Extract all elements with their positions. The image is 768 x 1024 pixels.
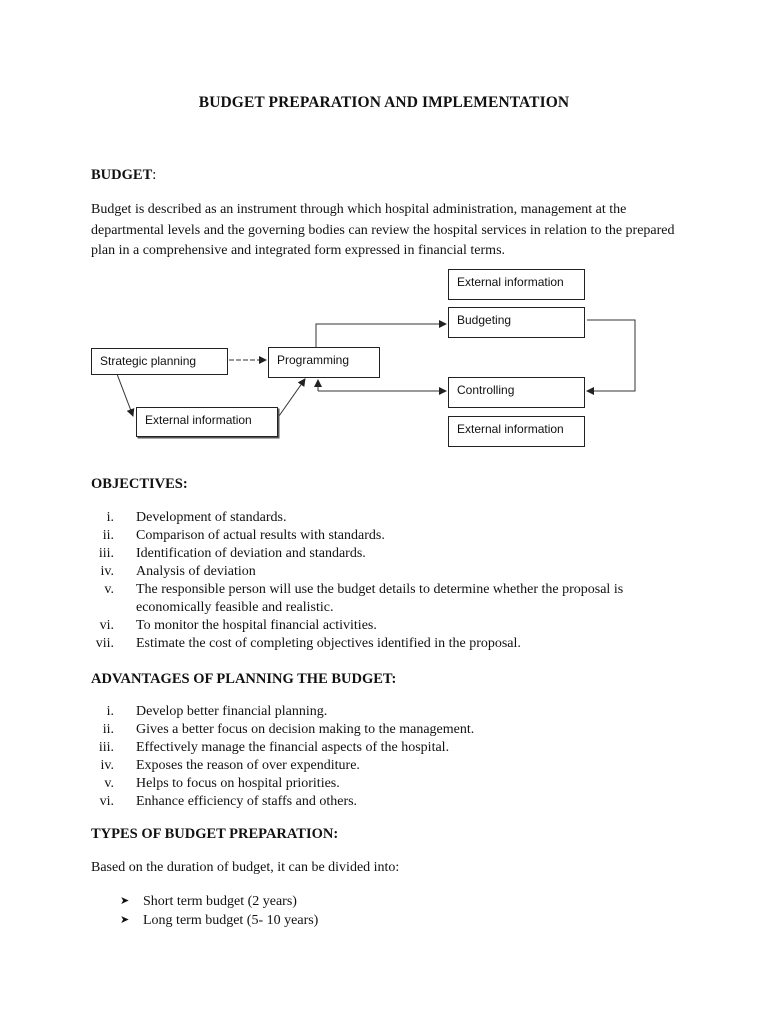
list-number: ii. xyxy=(102,528,114,543)
list-item xyxy=(0,793,768,811)
budget-flow-diagram xyxy=(0,262,768,452)
list-text: Gives a better focus on decision making to the management. xyxy=(136,722,475,737)
list-number: ii. xyxy=(102,722,114,737)
list-item xyxy=(0,509,768,527)
box-strategic-planning: Strategic planning xyxy=(91,348,228,375)
list-number: i. xyxy=(106,510,114,525)
types-heading: TYPES OF BUDGET PREPARATION: xyxy=(91,826,339,842)
arrow-external-to-programming xyxy=(279,379,305,416)
types-intro: Based on the duration of budget, it can be divided into: xyxy=(91,860,400,875)
list-item xyxy=(0,892,768,911)
page-title: BUDGET PREPARATION AND IMPLEMENTATION xyxy=(198,94,570,111)
budget-paragraph: Budget is described as an instrument through which hospital administration, management at the departmental levels and the governing bodies can review the hospital services in relation to the prepared plan in a comprehensive and integrated form expressed in financial terms. xyxy=(91,202,675,258)
types-list xyxy=(0,892,768,930)
list-number: iv. xyxy=(100,564,114,579)
box-external-information-bottom: External information xyxy=(448,416,585,447)
list-text: Enhance efficiency of staffs and others. xyxy=(136,794,358,809)
list-text: Estimate the cost of completing objectives identified in the proposal. xyxy=(136,636,521,651)
list-item xyxy=(0,703,768,721)
list-text: To monitor the hospital financial activities. xyxy=(136,618,377,633)
box-controlling: Controlling xyxy=(448,377,585,408)
list-text: Helps to focus on hospital priorities. xyxy=(136,776,340,791)
list-item xyxy=(0,635,768,653)
objectives-list xyxy=(0,509,768,653)
list-text: Short term budget (2 years) xyxy=(143,894,297,909)
list-item xyxy=(0,563,768,581)
arrow-budgeting-to-controlling xyxy=(587,320,635,391)
list-text: Development of standards. xyxy=(136,510,287,525)
list-text: Exposes the reason of over expenditure. xyxy=(136,758,360,773)
arrow-programming-to-budgeting xyxy=(316,324,446,347)
list-item xyxy=(0,775,768,793)
list-number: vii. xyxy=(95,636,114,651)
list-number: v. xyxy=(104,776,114,791)
list-number: i. xyxy=(106,704,114,719)
list-number: vi. xyxy=(99,794,114,809)
box-budgeting: Budgeting xyxy=(448,307,585,338)
list-number: iv. xyxy=(100,758,114,773)
list-item xyxy=(0,757,768,775)
box-programming: Programming xyxy=(268,347,380,378)
list-number: iii. xyxy=(98,740,114,755)
list-text: Analysis of deviation xyxy=(136,564,256,579)
box-external-information-top: External information xyxy=(448,269,585,300)
objectives-heading: OBJECTIVES: xyxy=(91,476,188,492)
list-item xyxy=(0,527,768,545)
list-item xyxy=(0,911,768,930)
list-text: Identification of deviation and standards. xyxy=(136,546,366,561)
list-number: vi. xyxy=(99,618,114,633)
list-text: The responsible person will use the budget details to determine whether the proposal is economically feasible and realistic. xyxy=(136,582,624,615)
budget-heading xyxy=(91,167,156,184)
list-text: Long term budget (5- 10 years) xyxy=(143,913,319,928)
list-text: Effectively manage the financial aspects of the hospital. xyxy=(136,740,450,755)
list-item xyxy=(0,739,768,757)
list-number: v. xyxy=(104,582,114,597)
budget-heading-text: BUDGET xyxy=(91,167,153,183)
budget-heading-colon: : xyxy=(152,167,157,183)
advantages-heading: ADVANTAGES OF PLANNING THE BUDGET: xyxy=(91,671,397,687)
list-text: Comparison of actual results with standards. xyxy=(136,528,385,543)
arrow-strategic-to-external xyxy=(117,374,133,416)
list-item xyxy=(0,545,768,563)
box-external-information-left: External information xyxy=(136,407,278,437)
list-item xyxy=(0,721,768,739)
list-item xyxy=(0,581,768,617)
arrow-bullet-icon: ➤ xyxy=(120,895,130,907)
advantages-list xyxy=(0,703,768,811)
list-item xyxy=(0,617,768,635)
list-number: iii. xyxy=(98,546,114,561)
arrow-bullet-icon: ➤ xyxy=(120,914,130,926)
list-text: Develop better financial planning. xyxy=(136,704,328,719)
